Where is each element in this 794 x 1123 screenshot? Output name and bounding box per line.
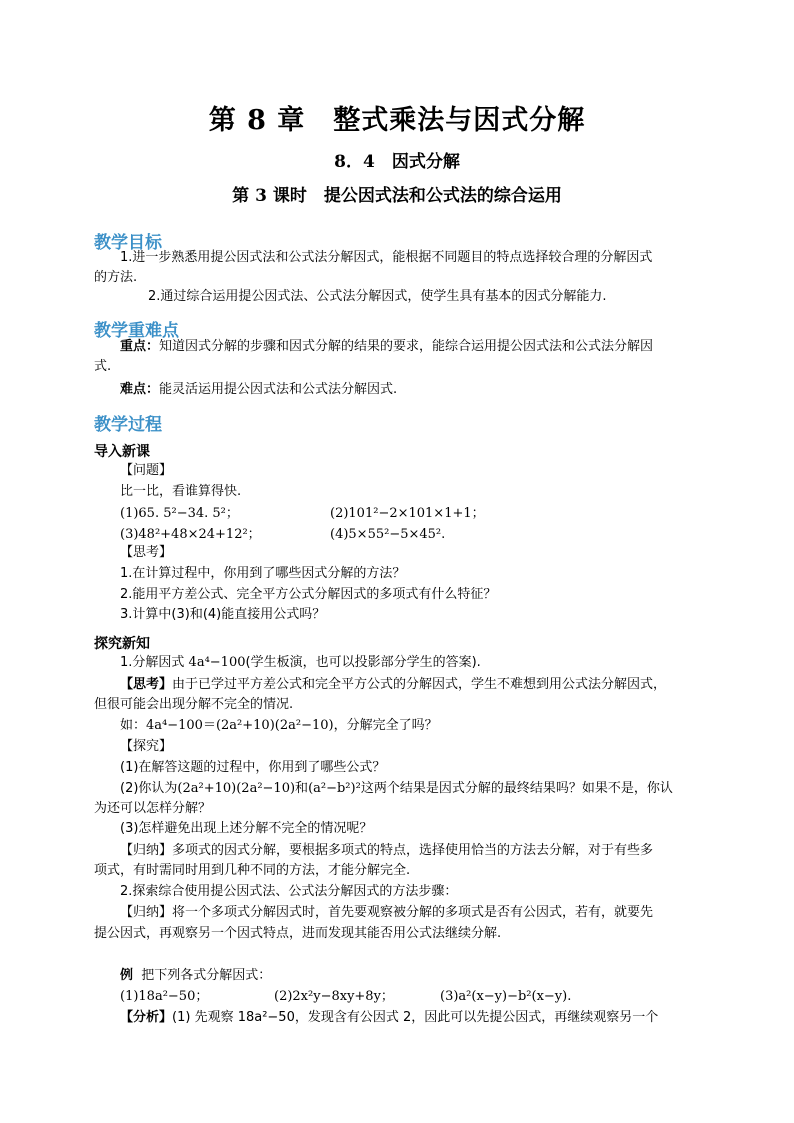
chapter-title: 第 8 章 整式乘法与因式分解	[208, 105, 586, 136]
think-item-1: 1.在计算过程中，你用到了哪些因式分解的方法？	[120, 566, 406, 581]
compare-text: 比一比，看谁算得快.	[120, 484, 242, 499]
summary-1-text: 多项式的因式分解，要根据多项式的特点，选择使用恰当的方法去分解，对于有些多	[172, 843, 654, 858]
summary-2-text: 将一个多项式分解因式时，首先要观察被分解的多项式是否有公因式，若有，就要先	[172, 905, 654, 920]
analysis-tag: 【分析】	[120, 1010, 173, 1025]
example-line	[120, 718, 438, 734]
summary-1-tag: 【归纳】	[120, 843, 173, 858]
think2-cont: 但很可能会出现分解不完全的情况.	[94, 697, 294, 712]
example-post: ，分解完全了吗？	[333, 718, 438, 733]
example-pre: 如：	[120, 718, 147, 733]
summary-2-tag: 【归纳】	[120, 905, 173, 920]
problem-tag: 【问题】	[120, 463, 173, 478]
example-expr: 4a⁴−100＝(2a²+10)(2a²−10)	[146, 718, 334, 733]
intro-heading: 导入新课	[94, 444, 150, 460]
key-point-text: 知道因式分解的步骤和因式分解的结果的要求，能综合运用提公因式法和公式法分解因	[159, 339, 654, 354]
difficulty-label: 难点：	[120, 382, 160, 397]
key-points-heading: 教学重难点	[94, 321, 179, 341]
question-1: (1)65. 5²−34. 5²；	[120, 506, 239, 521]
think-tag: 【思考】	[120, 545, 173, 560]
think2-label: 【思考】	[120, 677, 173, 692]
explore-item-2: 2.探索综合使用提公因式法、公式法分解因式的方法步骤：	[120, 884, 458, 899]
difficulty-line	[120, 382, 397, 398]
lesson-title: 第 3 课时 提公因式法和公式法的综合运用	[232, 186, 562, 206]
question-3: (3)48²+48×24+12²；	[120, 527, 261, 542]
example-label: 例	[120, 968, 134, 983]
analysis-line	[120, 1010, 658, 1026]
inquiry-item-3: (3)怎样避免出现上述分解不完全的情况呢？	[120, 821, 373, 836]
key-point-cont: 式.	[94, 359, 112, 374]
example-instruction: 把下列各式分解因式：	[141, 968, 272, 983]
objective-line-1-cont: 的方法.	[94, 270, 138, 285]
inquiry-item-2-pre: (2)你认为	[120, 781, 178, 796]
inquiry-item-1: (1)在解答这题的过程中，你用到了哪些公式？	[120, 760, 386, 775]
think-item-3: 3.计算中(3)和(4)能直接用公式吗？	[120, 607, 326, 622]
example-heading	[120, 968, 271, 984]
think-item-2: 2.能用平方差公式、完全平方公式分解因式的多项式有什么特征？	[120, 587, 497, 602]
explore-item-1-post: (学生板演，也可以投影部分学生的答案).	[245, 655, 481, 670]
inquiry-item-2-expr2: (a²−b²)²	[308, 781, 361, 796]
inquiry-item-2-expr1: (2a²+10)(2a²−10)	[177, 781, 296, 796]
think2-text: 由于已学过平方差公式和完全平方公式的分解因式，学生不难想到用公式法分解因式，	[172, 677, 667, 692]
inquiry-item-2-post: 这两个结果是因式分解的最终结果吗？如果不是，你认	[360, 781, 673, 796]
exercise-2: (2)2x²y−8xy+8y；	[274, 989, 394, 1004]
objectives-heading: 教学目标	[94, 233, 162, 253]
summary-1-cont: 项式，有时需同时用到几种不同的方法，才能分解完全.	[94, 863, 411, 878]
inquiry-item-2	[120, 781, 673, 797]
explore-item-1-pre: 1.分解因式	[120, 655, 189, 670]
inquiry-tag: 【探究】	[120, 739, 173, 754]
objective-line-1: 1.进一步熟悉用提公因式法和公式法分解因式，能根据不同题目的特点选择较合理的分解因式	[120, 250, 653, 265]
section-title: 8．4 因式分解	[334, 152, 460, 172]
question-4: (4)5×55²−5×45².	[330, 527, 446, 542]
difficulty-text: 能灵活运用提公因式法和公式法分解因式.	[159, 382, 398, 397]
explore-heading: 探究新知	[94, 636, 150, 652]
explore-item-1-expr: 4a⁴−100	[188, 655, 246, 670]
summary-2-cont: 提公因式，再观察另一个因式特点，进而发现其能否用公式法继续分解.	[94, 926, 502, 941]
inquiry-item-2-mid: 和	[295, 781, 309, 796]
inquiry-item-2-cont: 为还可以怎样分解？	[94, 801, 212, 816]
think2-line	[120, 677, 666, 693]
question-2: (2)101²−2×101×1+1；	[330, 506, 485, 521]
key-point-label: 重点：	[120, 339, 160, 354]
explore-item-1	[120, 655, 481, 671]
analysis-text: (1) 先观察 18a²−50，发现含有公因式 2，因此可以先提公因式，再继续观察另一个	[172, 1010, 659, 1025]
objective-line-2: 2.通过综合运用提公因式法、公式法分解因式，使学生具有基本的因式分解能力.	[148, 289, 607, 304]
exercise-3: (3)a²(x−y)−b²(x−y).	[440, 989, 572, 1004]
summary-2-line	[120, 905, 653, 921]
summary-1-line	[120, 843, 653, 859]
exercise-1: (1)18a²−50；	[120, 989, 209, 1004]
key-point-line	[120, 339, 653, 355]
process-heading: 教学过程	[94, 415, 162, 435]
